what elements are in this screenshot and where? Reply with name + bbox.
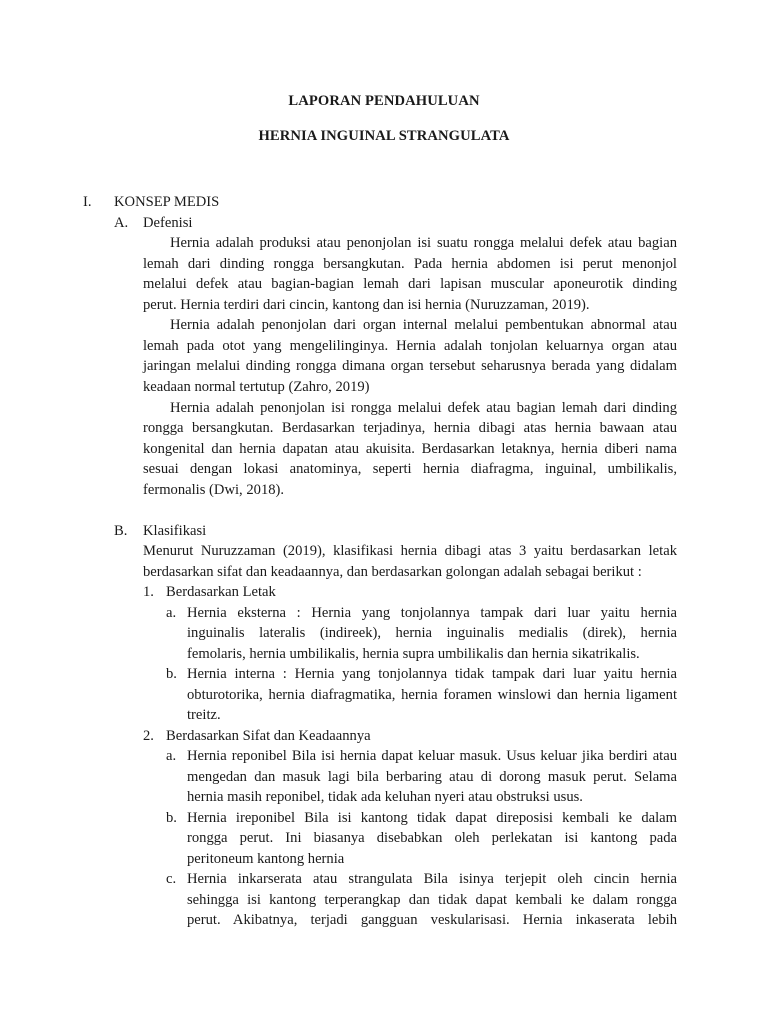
list-heading: Berdasarkan Sifat dan Keadaannya	[166, 728, 371, 744]
subsection-label: B.	[114, 523, 128, 539]
paragraph-line: berdasarkan sifat dan keadaannya, dan berdasarkan golongan adalah sebagai berikut :	[143, 564, 642, 580]
list-letter: c.	[166, 871, 177, 887]
list-item-line: obturotorika, hernia diafragmatika, hernia foramen winslowi dan hernia ligament	[187, 687, 677, 703]
paragraph-line: kongenital dan hernia dapatan atau akuisita. Berdasarkan letaknya, hernia diberi nama	[143, 441, 677, 457]
paragraph-line: lemah pada otot yang mengelilinginya. Hernia adalah tonjolan keluarnya organ atau	[143, 338, 677, 354]
list-item-line: Hernia reponibel Bila isi hernia dapat keluar masuk. Usus keluar jika berdiri atau	[187, 748, 677, 764]
paragraph-line: jaringan melalui dinding rongga dimana organ tersebut seharusnya berada yang didalam	[143, 358, 677, 374]
subsection-heading: Defenisi	[143, 215, 193, 231]
paragraph-line: sesuai dengan lokasi anatominya, seperti hernia diafragma, inguinal, umbilikalis,	[143, 461, 677, 477]
paragraph-line: perut. Hernia terdiri dari cincin, kantong dan isi hernia (Nuruzzaman, 2019).	[143, 297, 590, 313]
paragraph-line: rongga bersangkutan. Berdasarkan terjadinya, hernia dibagi atas hernia bawaan atau	[143, 420, 677, 436]
list-item-line: Hernia ireponibel Bila isi kantong tidak dapat direposisi kembali ke dalam	[187, 810, 677, 826]
list-item-line: Hernia inkarserata atau strangulata Bila isinya terjepit oleh cincin hernia	[187, 871, 677, 887]
list-letter: a.	[166, 605, 177, 621]
list-number: 1.	[143, 584, 154, 600]
list-letter: b.	[166, 666, 177, 682]
list-item-line: hernia masih reponibel, tidak ada keluhan nyeri atau obstruksi usus.	[187, 789, 583, 805]
paragraph-line: Menurut Nuruzzaman (2019), klasifikasi hernia dibagi atas 3 yaitu berdasarkan letak	[143, 543, 677, 559]
list-item-line: mengedan dan masuk lagi bila berbaring atau di dorong masuk perut. Selama	[187, 769, 677, 785]
paragraph-line: keadaan normal tertutup (Zahro, 2019)	[143, 379, 370, 395]
list-item-line: sehingga isi kantong terperangkap dan tidak dapat kembali ke dalam rongga	[187, 892, 677, 908]
paragraph-line: melalui defek atau bagian-bagian lemah dari lapisan muscular aponeurotik dinding	[143, 276, 677, 292]
document-title: LAPORAN PENDAHULUAN	[288, 93, 480, 109]
list-number: 2.	[143, 728, 154, 744]
list-letter: a.	[166, 748, 177, 764]
subsection-heading: Klasifikasi	[143, 523, 207, 539]
paragraph-line: Hernia adalah penonjolan dari organ internal melalui pembentukan abnormal atau	[170, 317, 677, 333]
paragraph-line: lemah dari dinding rongga bersangkutan. Pada hernia abdomen isi perut menonjol	[143, 256, 677, 272]
section-number: I.	[83, 194, 92, 210]
list-item-line: treitz.	[187, 707, 221, 723]
paragraph-line: Hernia adalah penonjolan isi rongga melalui defek atau bagian lemah dari dinding	[170, 400, 677, 416]
list-item-line: Hernia eksterna : Hernia yang tonjolannya tampak dari luar yaitu hernia	[187, 605, 677, 621]
list-item-line: femolaris, hernia umbilikalis, hernia supra umbilikalis dan hernia sikatrikalis.	[187, 646, 640, 662]
list-item-line: peritoneum kantong hernia	[187, 851, 345, 867]
section-heading: KONSEP MEDIS	[114, 194, 220, 210]
list-item-line: perut. Akibatnya, terjadi gangguan veskularisasi. Hernia inkaserata lebih	[187, 912, 677, 928]
paragraph-line: fermonalis (Dwi, 2018).	[143, 482, 285, 498]
list-item-line: inguinalis lateralis (indireek), hernia inguinalis medialis (direk), hernia	[187, 625, 677, 641]
subsection-label: A.	[114, 215, 129, 231]
list-item-line: rongga perut. Ini biasanya disebabkan oleh perlekatan isi kantong pada	[187, 830, 677, 846]
list-item-line: Hernia interna : Hernia yang tonjolannya tidak tampak dari luar yaitu hernia	[187, 666, 677, 682]
document-subtitle: HERNIA INGUINAL STRANGULATA	[258, 128, 510, 144]
paragraph-line: Hernia adalah produksi atau penonjolan isi suatu rongga melalui defek atau bagian	[170, 235, 677, 251]
list-heading: Berdasarkan Letak	[166, 584, 276, 600]
list-letter: b.	[166, 810, 177, 826]
